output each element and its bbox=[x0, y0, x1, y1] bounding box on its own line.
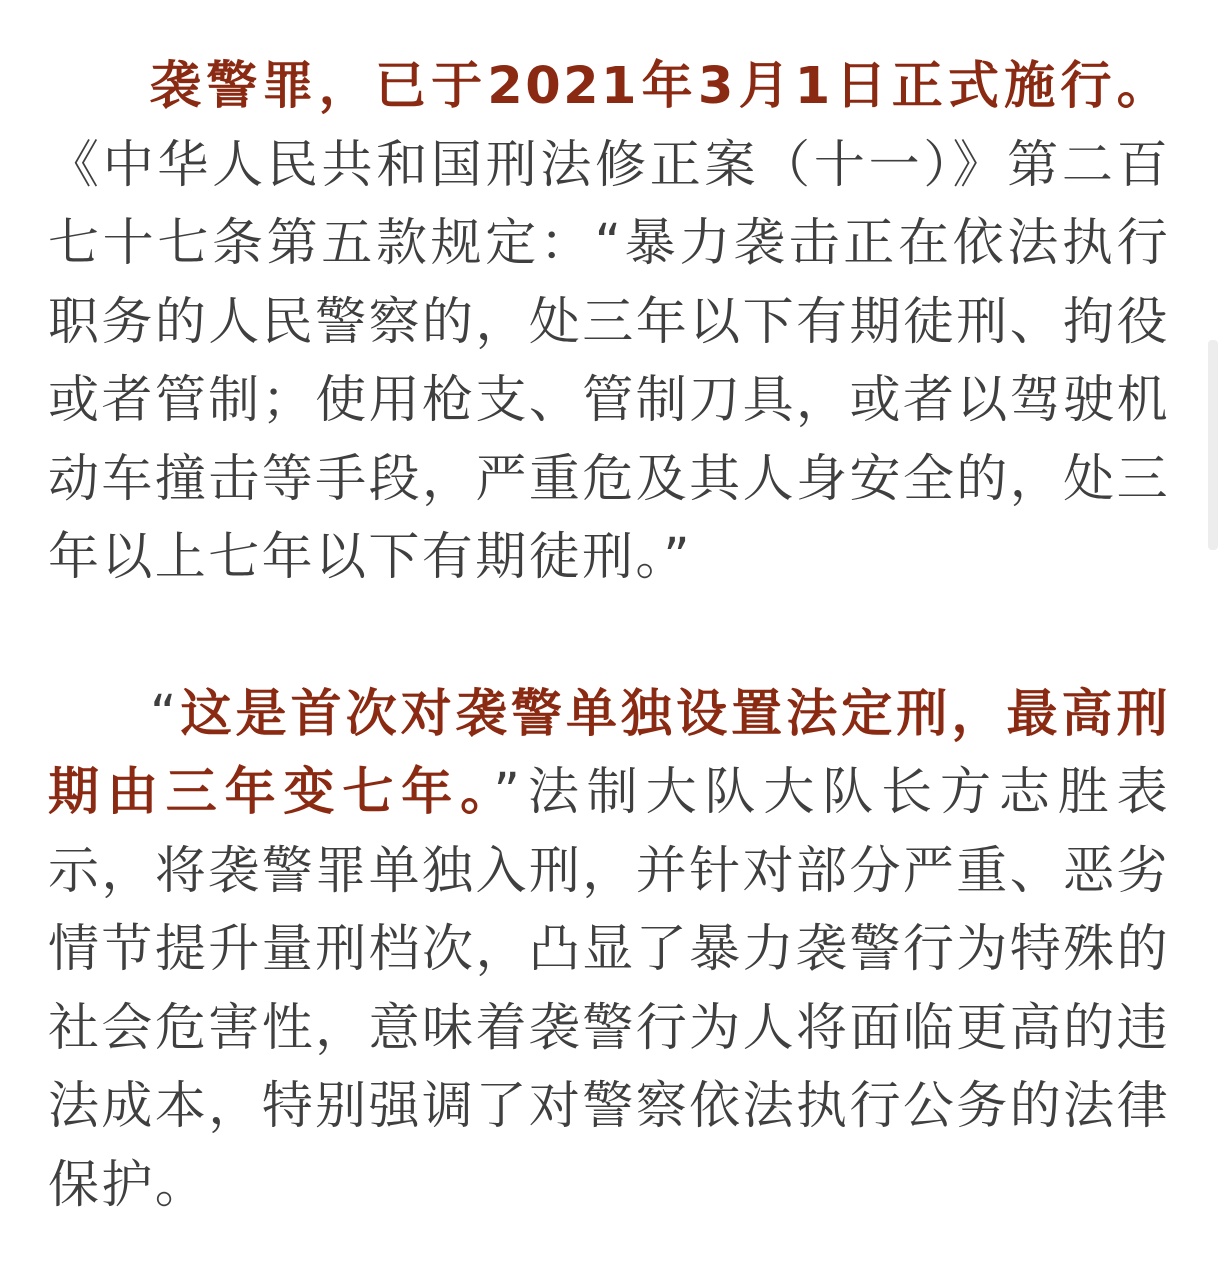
statement-text: ”法制大队大队长方志胜表示，将袭警罪单独入刑，并针对部分严重、恶劣情节提升量刑档次，凸显了暴力袭警行为特殊的社会危害性，意味着袭警行为人将面临更高的违法成本，特别强调了对警察依法执行公务的法律保护。 bbox=[48, 763, 1171, 1215]
scrollbar[interactable] bbox=[1208, 340, 1218, 550]
statement-highlight: 这是首次对袭警单独设置法定刑，最高刑期由三年变七年。 bbox=[48, 684, 1170, 822]
article-body bbox=[48, 48, 1170, 1225]
paragraph-2-block bbox=[48, 676, 1170, 1226]
open-quote: “ bbox=[150, 684, 179, 744]
paragraph-1-block bbox=[48, 48, 1170, 598]
paragraph-statement bbox=[48, 676, 1170, 1226]
paragraph-law-provision bbox=[48, 48, 1170, 598]
law-quote-text: 《中华人民共和国刑法修正案（十一）》第二百七十七条第五款规定：“暴力袭击正在依法执行职务的人民警察的，处三年以下有期徒刑、拘役或者管制；使用枪支、管制刀具，或者以驾驶机动车撞击等手段，严重危及其人身安全的，处三年以上七年以下有期徒刑。” bbox=[48, 135, 1170, 587]
headline-highlight: 袭警罪，已于2021年3月1日正式施行。 bbox=[150, 57, 1170, 116]
